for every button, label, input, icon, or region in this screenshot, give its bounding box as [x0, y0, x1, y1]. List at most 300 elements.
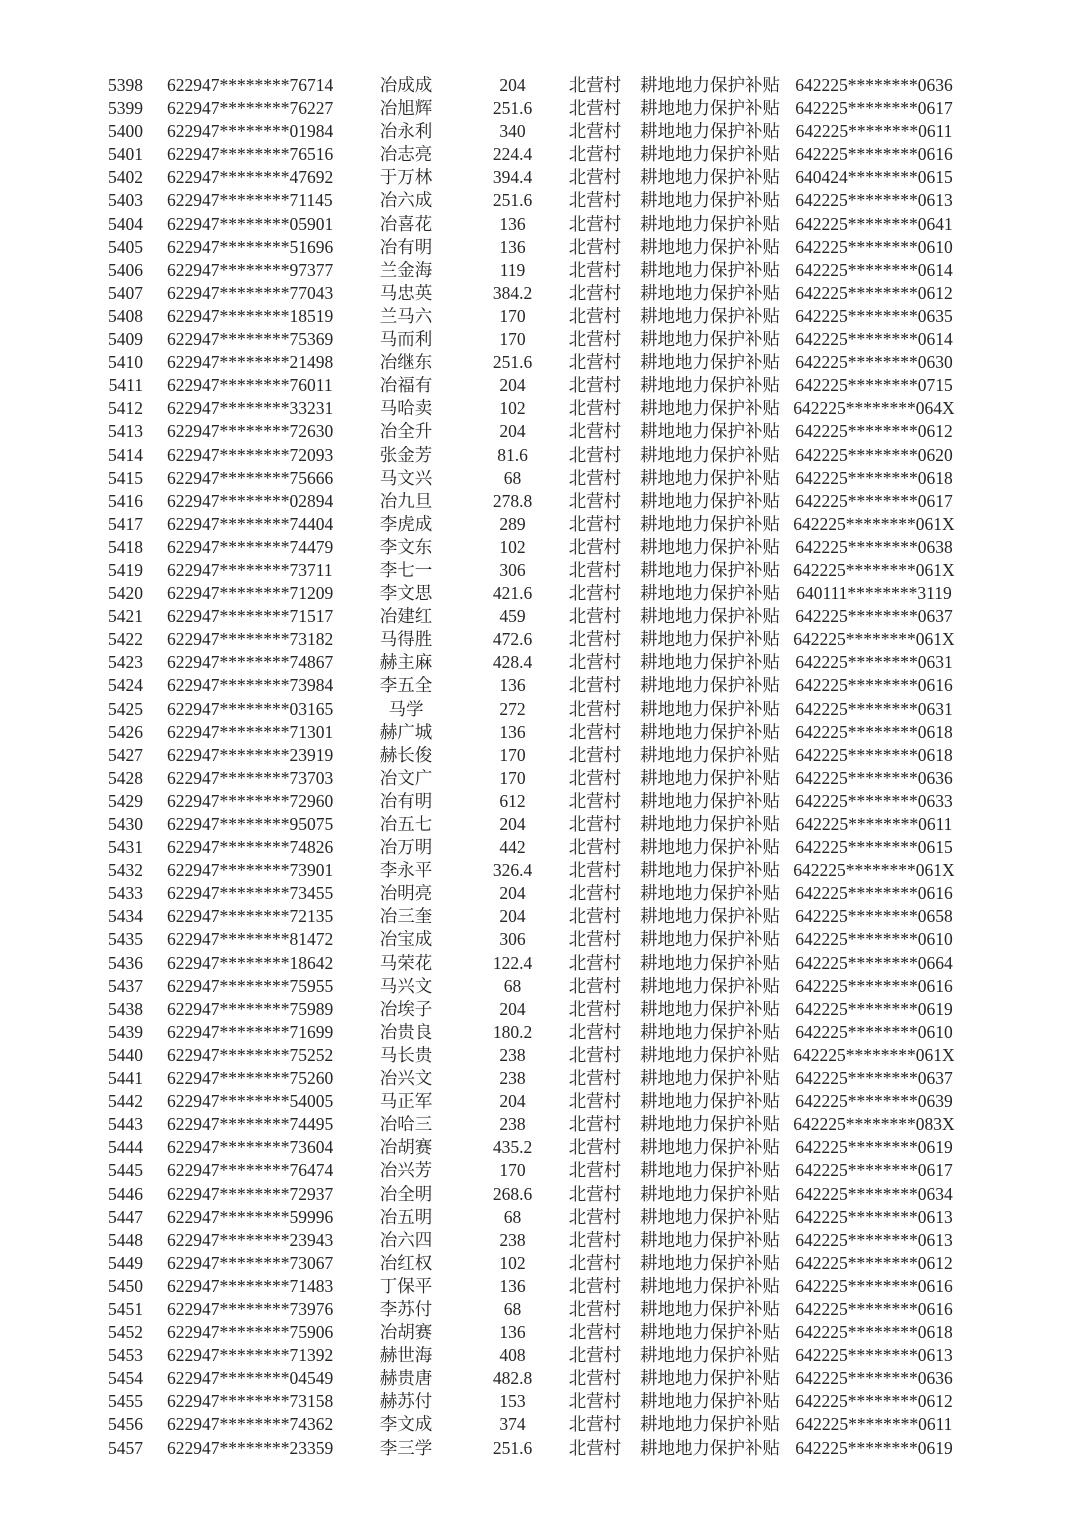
- cell-amount: 204: [499, 998, 526, 1019]
- cell-name: 马荣花: [379, 952, 433, 973]
- cell-village: 北营村: [568, 559, 622, 580]
- cell-seq: 5404: [108, 213, 143, 234]
- cell-account: 642225********0658: [795, 906, 953, 927]
- cell-name: 冶六成: [379, 190, 433, 211]
- cell-id: 622947********47692: [167, 167, 334, 188]
- cell-name: 马兴文: [379, 975, 433, 996]
- cell-seq: 5407: [108, 282, 143, 303]
- cell-subsidy: 耕地地力保护补贴: [640, 1252, 780, 1273]
- cell-name: 赫世海: [379, 1345, 433, 1366]
- cell-account: 642225********0611: [795, 814, 953, 834]
- cell-village: 北营村: [568, 744, 622, 765]
- cell-village: 北营村: [568, 1021, 622, 1042]
- cell-subsidy: 耕地地力保护补贴: [640, 652, 780, 673]
- cell-subsidy: 耕地地力保护补贴: [640, 536, 780, 557]
- cell-account: 642225********083X: [793, 1114, 955, 1135]
- table-row: [0, 1413, 1074, 1436]
- cell-account: 642225********0641: [795, 213, 953, 234]
- table-row: [0, 420, 1074, 443]
- table-row: [0, 582, 1074, 605]
- cell-seq: 5452: [108, 1322, 143, 1343]
- cell-subsidy: 耕地地力保护补贴: [640, 75, 780, 95]
- cell-amount: 68: [503, 975, 522, 996]
- cell-subsidy: 耕地地力保护补贴: [640, 444, 780, 465]
- cell-seq: 5402: [108, 167, 143, 188]
- cell-name: 冶九旦: [379, 490, 433, 511]
- table-row: [0, 975, 1074, 998]
- row-filler: [965, 1067, 1074, 1090]
- cell-account: 642225********0635: [795, 305, 953, 326]
- table-row: [0, 698, 1074, 721]
- cell-id: 622947********74362: [167, 1414, 334, 1435]
- cell-seq: 5406: [108, 259, 143, 280]
- cell-seq: 5455: [108, 1391, 143, 1412]
- cell-name: 李文东: [379, 536, 433, 557]
- cell-amount: 153: [499, 1391, 526, 1412]
- cell-id: 622947********75252: [167, 1044, 334, 1065]
- cell-account: 642225********0613: [795, 1345, 953, 1366]
- cell-id: 622947********76011: [167, 375, 333, 396]
- row-filler: [965, 1321, 1074, 1344]
- table-row: [0, 674, 1074, 697]
- cell-id: 622947********76227: [167, 98, 334, 119]
- cell-seq: 5449: [108, 1252, 143, 1273]
- row-filler: [965, 1183, 1074, 1206]
- cell-subsidy: 耕地地力保护补贴: [640, 1345, 780, 1366]
- cell-village: 北营村: [568, 1160, 622, 1181]
- cell-subsidy: 耕地地力保护补贴: [640, 329, 780, 350]
- cell-seq: 5433: [108, 883, 143, 904]
- cell-name: 赫广城: [379, 721, 433, 742]
- cell-account: 642225********0616: [795, 144, 953, 165]
- cell-village: 北营村: [568, 652, 622, 673]
- table-row: [0, 952, 1074, 975]
- cell-id: 622947********23359: [167, 1437, 334, 1458]
- cell-amount: 238: [499, 1114, 526, 1135]
- table-row: [0, 1206, 1074, 1229]
- table-row: [0, 351, 1074, 374]
- cell-seq: 5457: [108, 1437, 143, 1458]
- cell-amount: 122.4: [492, 952, 533, 973]
- cell-subsidy: 耕地地力保护补贴: [640, 190, 780, 211]
- cell-subsidy: 耕地地力保护补贴: [640, 1298, 780, 1319]
- cell-seq: 5442: [108, 1091, 143, 1112]
- row-filler: [965, 928, 1074, 951]
- cell-account: 642225********0630: [795, 352, 953, 373]
- cell-seq: 5429: [108, 790, 143, 811]
- row-filler: [965, 259, 1074, 282]
- cell-name: 冶胡赛: [379, 1137, 433, 1158]
- cell-subsidy: 耕地地力保护补贴: [640, 282, 780, 303]
- cell-id: 622947********72960: [167, 790, 334, 811]
- table-row: [0, 259, 1074, 282]
- cell-seq: 5424: [108, 675, 143, 696]
- cell-amount: 459: [499, 606, 526, 627]
- cell-village: 北营村: [568, 1322, 622, 1343]
- cell-amount: 136: [499, 1322, 526, 1343]
- row-filler: [965, 166, 1074, 189]
- cell-amount: 251.6: [492, 98, 533, 119]
- cell-id: 622947********73976: [167, 1298, 334, 1319]
- table-row: [0, 74, 1074, 97]
- cell-seq: 5403: [108, 190, 143, 211]
- table-row: [0, 998, 1074, 1021]
- cell-name: 李文成: [379, 1414, 433, 1435]
- table-row: [0, 1183, 1074, 1206]
- cell-seq: 5421: [108, 606, 143, 627]
- cell-seq: 5451: [108, 1298, 143, 1319]
- cell-id: 622947********72630: [167, 421, 334, 442]
- table-row: [0, 1298, 1074, 1321]
- cell-id: 622947********71145: [167, 190, 333, 211]
- cell-name: 冶喜花: [379, 213, 433, 234]
- table-row: [0, 1067, 1074, 1090]
- cell-name: 冶明亮: [379, 883, 433, 904]
- table-row: [0, 1344, 1074, 1367]
- cell-village: 北营村: [568, 606, 622, 627]
- cell-amount: 238: [499, 1229, 526, 1250]
- cell-village: 北营村: [568, 282, 622, 303]
- cell-village: 北营村: [568, 1091, 622, 1112]
- cell-seq: 5439: [108, 1021, 143, 1042]
- row-filler: [965, 513, 1074, 536]
- cell-village: 北营村: [568, 1345, 622, 1366]
- cell-account: 642225********0616: [795, 883, 953, 904]
- table-row: [0, 905, 1074, 928]
- cell-id: 622947********71209: [167, 583, 334, 604]
- cell-village: 北营村: [568, 259, 622, 280]
- table-row: [0, 836, 1074, 859]
- cell-id: 622947********21498: [167, 352, 334, 373]
- cell-village: 北营村: [568, 98, 622, 119]
- table-row: [0, 1275, 1074, 1298]
- cell-subsidy: 耕地地力保护补贴: [640, 1160, 780, 1181]
- row-filler: [965, 305, 1074, 328]
- cell-amount: 289: [499, 513, 526, 534]
- cell-account: 642225********0612: [795, 282, 953, 303]
- cell-amount: 224.4: [492, 144, 533, 165]
- cell-amount: 170: [499, 1160, 526, 1181]
- table-row: [0, 1390, 1074, 1413]
- cell-village: 北营村: [568, 814, 622, 834]
- table-row: [0, 559, 1074, 582]
- cell-id: 622947********71517: [167, 606, 334, 627]
- table-row: [0, 628, 1074, 651]
- cell-account: 642225********0613: [795, 1206, 953, 1227]
- cell-account: 642225********0715: [795, 375, 953, 396]
- cell-account: 642225********0616: [795, 975, 953, 996]
- cell-id: 622947********71392: [167, 1345, 334, 1366]
- cell-subsidy: 耕地地力保护补贴: [640, 929, 780, 950]
- cell-village: 北营村: [568, 721, 622, 742]
- cell-account: 642225********0619: [795, 1137, 953, 1158]
- cell-amount: 68: [503, 1206, 522, 1227]
- cell-amount: 306: [499, 929, 526, 950]
- cell-id: 622947********74867: [167, 652, 334, 673]
- cell-amount: 204: [499, 906, 526, 927]
- cell-subsidy: 耕地地力保护补贴: [640, 1137, 780, 1158]
- cell-subsidy: 耕地地力保护补贴: [640, 398, 780, 419]
- cell-name: 马忠英: [379, 282, 433, 303]
- cell-subsidy: 耕地地力保护补贴: [640, 213, 780, 234]
- cell-id: 622947********05901: [167, 213, 334, 234]
- cell-name: 张金芳: [379, 444, 433, 465]
- cell-seq: 5431: [108, 837, 143, 858]
- cell-name: 冶永利: [379, 121, 433, 142]
- cell-seq: 5446: [108, 1183, 143, 1204]
- cell-amount: 102: [499, 398, 526, 419]
- table-row: [0, 513, 1074, 536]
- table-row: [0, 928, 1074, 951]
- cell-village: 北营村: [568, 790, 622, 811]
- cell-seq: 5415: [108, 467, 143, 488]
- table-row: [0, 790, 1074, 813]
- cell-account: 642225********064X: [793, 398, 955, 419]
- cell-village: 北营村: [568, 444, 622, 465]
- row-filler: [965, 374, 1074, 397]
- cell-id: 622947********75369: [167, 329, 334, 350]
- cell-amount: 180.2: [492, 1021, 533, 1042]
- cell-id: 622947********73703: [167, 767, 334, 788]
- cell-name: 冶六四: [379, 1229, 433, 1250]
- cell-village: 北营村: [568, 121, 622, 142]
- cell-subsidy: 耕地地力保护补贴: [640, 952, 780, 973]
- cell-account: 642225********0613: [795, 1229, 953, 1250]
- row-filler: [965, 1044, 1074, 1067]
- cell-account: 642225********0631: [795, 698, 953, 719]
- cell-subsidy: 耕地地力保护补贴: [640, 998, 780, 1019]
- cell-subsidy: 耕地地力保护补贴: [640, 421, 780, 442]
- cell-seq: 5416: [108, 490, 143, 511]
- cell-seq: 5420: [108, 583, 143, 604]
- cell-name: 李虎成: [379, 513, 433, 534]
- cell-name: 冶旭辉: [379, 98, 433, 119]
- cell-account: 642225********061X: [793, 860, 955, 881]
- cell-account: 642225********0619: [795, 998, 953, 1019]
- cell-amount: 472.6: [492, 629, 533, 650]
- cell-id: 622947********75989: [167, 998, 334, 1019]
- row-filler: [965, 120, 1074, 143]
- table-row: [0, 721, 1074, 744]
- table-row: [0, 1090, 1074, 1113]
- cell-name: 冶全明: [379, 1183, 433, 1204]
- cell-name: 赫贵唐: [379, 1368, 433, 1389]
- cell-account: 642225********0611: [795, 1414, 953, 1435]
- cell-name: 冶胡赛: [379, 1322, 433, 1343]
- row-filler: [965, 975, 1074, 998]
- row-filler: [965, 1136, 1074, 1159]
- cell-amount: 204: [499, 1091, 526, 1112]
- row-filler: [965, 790, 1074, 813]
- cell-id: 622947********71483: [167, 1275, 334, 1296]
- cell-subsidy: 耕地地力保护补贴: [640, 1229, 780, 1250]
- cell-account: 642225********0664: [795, 952, 953, 973]
- cell-seq: 5413: [108, 421, 143, 442]
- cell-village: 北营村: [568, 398, 622, 419]
- row-filler: [965, 74, 1074, 97]
- row-filler: [965, 97, 1074, 120]
- table-row: [0, 813, 1074, 836]
- row-filler: [965, 1437, 1074, 1460]
- cell-subsidy: 耕地地力保护补贴: [640, 1275, 780, 1296]
- table-row: [0, 97, 1074, 120]
- table-row: [0, 882, 1074, 905]
- cell-subsidy: 耕地地力保护补贴: [640, 906, 780, 927]
- cell-village: 北营村: [568, 144, 622, 165]
- cell-village: 北营村: [568, 1368, 622, 1389]
- cell-subsidy: 耕地地力保护补贴: [640, 259, 780, 280]
- cell-id: 622947********51696: [167, 236, 334, 257]
- cell-account: 642225********0631: [795, 652, 953, 673]
- cell-id: 622947********73158: [167, 1391, 334, 1412]
- cell-account: 642225********0614: [795, 259, 953, 280]
- cell-amount: 68: [503, 1298, 522, 1319]
- cell-id: 622947********75260: [167, 1068, 334, 1089]
- cell-id: 622947********04549: [167, 1368, 334, 1389]
- cell-village: 北营村: [568, 213, 622, 234]
- cell-seq: 5414: [108, 444, 143, 465]
- cell-id: 622947********74479: [167, 536, 334, 557]
- cell-account: 640111********3119: [796, 583, 952, 604]
- cell-village: 北营村: [568, 352, 622, 373]
- cell-account: 642225********0633: [795, 790, 953, 811]
- cell-seq: 5447: [108, 1206, 143, 1227]
- row-filler: [965, 536, 1074, 559]
- row-filler: [965, 467, 1074, 490]
- cell-id: 622947********18642: [167, 952, 334, 973]
- cell-account: 642225********0610: [795, 1021, 953, 1042]
- cell-subsidy: 耕地地力保护补贴: [640, 814, 780, 834]
- cell-name: 李文思: [379, 583, 433, 604]
- cell-name: 赫苏付: [379, 1391, 433, 1412]
- cell-amount: 428.4: [492, 652, 533, 673]
- cell-name: 冶兴文: [379, 1068, 433, 1089]
- cell-amount: 408: [499, 1345, 526, 1366]
- cell-account: 642225********0620: [795, 444, 953, 465]
- cell-id: 622947********75666: [167, 467, 334, 488]
- cell-name: 马学: [388, 698, 424, 719]
- cell-id: 622947********33231: [167, 398, 334, 419]
- cell-village: 北营村: [568, 1044, 622, 1065]
- cell-village: 北营村: [568, 929, 622, 950]
- cell-id: 622947********02894: [167, 490, 334, 511]
- cell-id: 622947********72093: [167, 444, 334, 465]
- cell-id: 622947********18519: [167, 305, 334, 326]
- cell-name: 丁保平: [379, 1275, 433, 1296]
- cell-name: 马文兴: [379, 467, 433, 488]
- table-row: [0, 1113, 1074, 1136]
- cell-name: 兰金海: [379, 259, 433, 280]
- cell-seq: 5405: [108, 236, 143, 257]
- cell-id: 622947********76714: [167, 75, 334, 95]
- cell-account: 642225********0616: [795, 1275, 953, 1296]
- cell-id: 622947********73455: [167, 883, 334, 904]
- cell-village: 北营村: [568, 975, 622, 996]
- cell-name: 赫长俊: [379, 744, 433, 765]
- cell-name: 冶志亮: [379, 144, 433, 165]
- cell-account: 642225********0610: [795, 929, 953, 950]
- cell-village: 北营村: [568, 1229, 622, 1250]
- row-filler: [965, 1252, 1074, 1275]
- cell-village: 北营村: [568, 305, 622, 326]
- cell-subsidy: 耕地地力保护补贴: [640, 1021, 780, 1042]
- cell-seq: 5434: [108, 906, 143, 927]
- table-row: [0, 1321, 1074, 1344]
- cell-amount: 102: [499, 1252, 526, 1273]
- table-row: [0, 1437, 1074, 1460]
- cell-amount: 136: [499, 675, 526, 696]
- table-row: [0, 397, 1074, 420]
- cell-amount: 204: [499, 883, 526, 904]
- cell-seq: 5400: [108, 121, 143, 142]
- row-filler: [965, 1413, 1074, 1436]
- cell-amount: 204: [499, 814, 526, 834]
- cell-amount: 68: [503, 467, 522, 488]
- cell-seq: 5426: [108, 721, 143, 742]
- cell-account: 642225********061X: [793, 513, 955, 534]
- cell-name: 冶福有: [379, 375, 433, 396]
- cell-village: 北营村: [568, 1414, 622, 1435]
- cell-subsidy: 耕地地力保护补贴: [640, 1322, 780, 1343]
- cell-amount: 136: [499, 213, 526, 234]
- cell-village: 北营村: [568, 952, 622, 973]
- table-row: [0, 467, 1074, 490]
- cell-subsidy: 耕地地力保护补贴: [640, 744, 780, 765]
- cell-village: 北营村: [568, 583, 622, 604]
- row-filler: [965, 559, 1074, 582]
- subsidy-table: [0, 74, 1074, 1460]
- row-filler: [965, 143, 1074, 166]
- cell-id: 622947********77043: [167, 282, 334, 303]
- cell-id: 622947********54005: [167, 1091, 334, 1112]
- cell-id: 622947********74404: [167, 513, 334, 534]
- table-row: [0, 744, 1074, 767]
- cell-id: 622947********23943: [167, 1229, 334, 1250]
- row-filler: [965, 351, 1074, 374]
- cell-amount: 306: [499, 559, 526, 580]
- cell-village: 北营村: [568, 1068, 622, 1089]
- cell-seq: 5409: [108, 329, 143, 350]
- row-filler: [965, 1206, 1074, 1229]
- cell-amount: 394.4: [492, 167, 533, 188]
- cell-village: 北营村: [568, 998, 622, 1019]
- row-filler: [965, 1298, 1074, 1321]
- table-row: [0, 189, 1074, 212]
- cell-amount: 204: [499, 375, 526, 396]
- cell-seq: 5453: [108, 1345, 143, 1366]
- cell-village: 北营村: [568, 1114, 622, 1135]
- row-filler: [965, 1159, 1074, 1182]
- cell-seq: 5419: [108, 559, 143, 580]
- row-filler: [965, 628, 1074, 651]
- cell-amount: 251.6: [492, 190, 533, 211]
- cell-name: 赫主麻: [379, 652, 433, 673]
- cell-name: 李七一: [379, 559, 433, 580]
- row-filler: [965, 998, 1074, 1021]
- cell-amount: 238: [499, 1044, 526, 1065]
- cell-account: 642225********0637: [795, 606, 953, 627]
- cell-village: 北营村: [568, 1137, 622, 1158]
- cell-id: 622947********59996: [167, 1206, 334, 1227]
- cell-village: 北营村: [568, 167, 622, 188]
- cell-village: 北营村: [568, 1298, 622, 1319]
- cell-amount: 170: [499, 744, 526, 765]
- cell-id: 622947********73711: [167, 559, 333, 580]
- cell-amount: 326.4: [492, 860, 533, 881]
- cell-amount: 204: [499, 75, 526, 95]
- cell-name: 李苏付: [379, 1298, 433, 1319]
- cell-subsidy: 耕地地力保护补贴: [640, 606, 780, 627]
